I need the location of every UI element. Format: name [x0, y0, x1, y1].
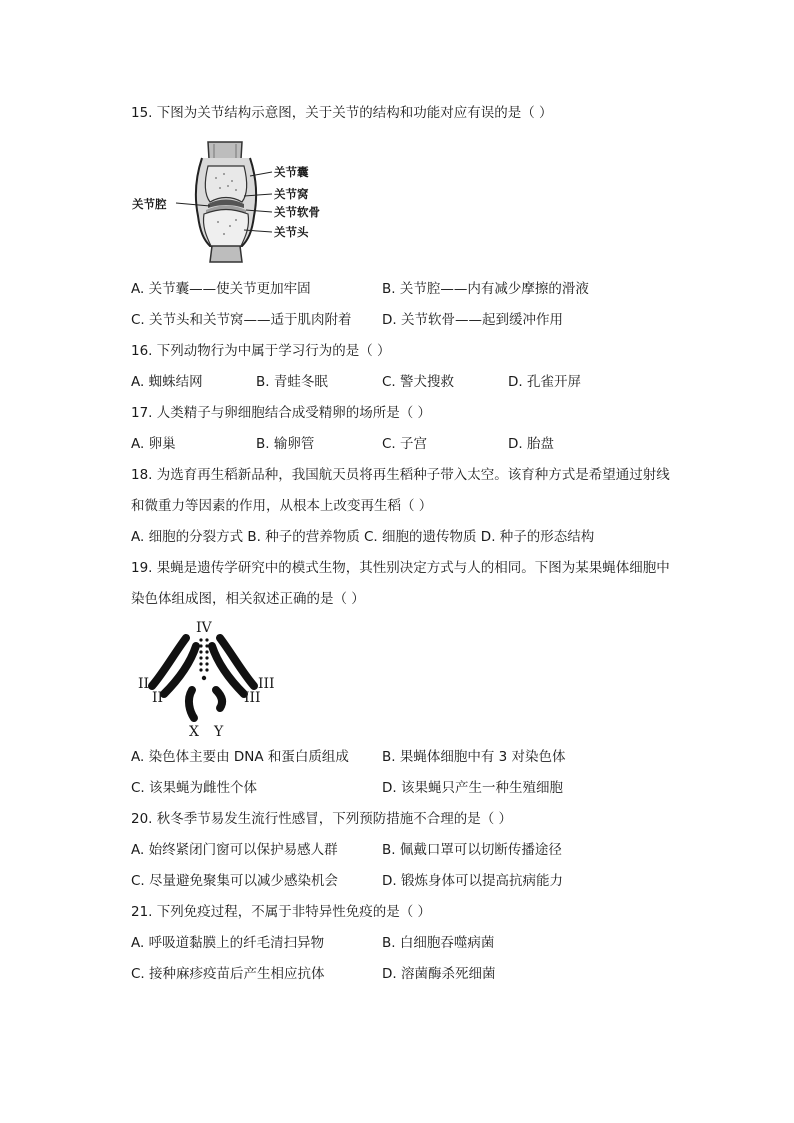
- q17-option-a: A. 卵巢: [131, 436, 176, 452]
- q19-stem-line2: 染色体组成图，相关叙述正确的是（ ）: [131, 591, 365, 607]
- q18-stem-line1: 18. 为选育再生稻新品种，我国航天员将再生稻种子带入太空。该育种方式是希望通过射线: [131, 467, 670, 483]
- label-cartilage: 关节软骨: [274, 205, 320, 219]
- label-ii-outer: II: [138, 676, 150, 692]
- label-ii-inner: II: [152, 690, 164, 706]
- label-iv: IV: [196, 620, 212, 636]
- q20-option-b: B. 佩戴口罩可以切断传播途径: [382, 842, 562, 858]
- q17-option-b: B. 输卵管: [256, 436, 315, 452]
- label-iii-outer: III: [258, 676, 275, 692]
- q19-option-c: C. 该果蝇为雌性个体: [131, 780, 258, 796]
- q19-stem-line1: 19. 果蝇是遗传学研究中的模式生物，其性别决定方式与人的相同。下图为某果蝇体细胞中: [131, 560, 670, 576]
- q15-option-c: C. 关节头和关节窝——适于肌肉附着: [131, 312, 352, 328]
- q17-option-c: C. 子宫: [382, 436, 428, 452]
- q16-stem: 16. 下列动物行为中属于学习行为的是（ ）: [131, 343, 391, 359]
- q20-option-c: C. 尽量避免聚集可以减少感染机会: [131, 873, 339, 889]
- q20-option-a: A. 始终紧闭门窗可以保护易感人群: [131, 842, 338, 858]
- q15-option-b: B. 关节腔——内有减少摩擦的滑液: [382, 281, 589, 297]
- label-iii-inner: III: [244, 690, 261, 706]
- q15-option-a: A. 关节囊——使关节更加牢固: [131, 281, 311, 297]
- label-y: Y: [214, 724, 224, 740]
- q21-option-d: D. 溶菌酶杀死细菌: [382, 966, 496, 982]
- label-x: X: [189, 724, 199, 740]
- q16-option-a: A. 蜘蛛结网: [131, 374, 203, 390]
- q17-option-d: D. 胎盘: [508, 436, 554, 452]
- q20-stem: 20. 秋冬季节易发生流行性感冒，下列预防措施不合理的是（ ）: [131, 811, 513, 827]
- label-capsule: 关节囊: [274, 165, 309, 179]
- q19-option-b: B. 果蝇体细胞中有 3 对染色体: [382, 749, 566, 765]
- q16-option-c: C. 警犬搜救: [382, 374, 455, 390]
- label-cavity: 关节腔: [132, 197, 167, 211]
- q21-option-b: B. 白细胞吞噬病菌: [382, 935, 495, 951]
- q21-option-c: C. 接种麻疹疫苗后产生相应抗体: [131, 966, 325, 982]
- q19-option-a: A. 染色体主要由 DNA 和蛋白质组成: [131, 749, 349, 765]
- q16-option-d: D. 孔雀开屏: [508, 374, 581, 390]
- q19-option-d: D. 该果蝇只产生一种生殖细胞: [382, 780, 563, 796]
- q18-options: A. 细胞的分裂方式 B. 种子的营养物质 C. 细胞的遗传物质 D. 种子的形态结构: [131, 529, 595, 545]
- q15-option-d: D. 关节软骨——起到缓冲作用: [382, 312, 563, 328]
- q20-option-d: D. 锻炼身体可以提高抗病能力: [382, 873, 563, 889]
- q16-option-b: B. 青蛙冬眠: [256, 374, 328, 390]
- q21-option-a: A. 呼吸道黏膜上的纤毛清扫异物: [131, 935, 325, 951]
- chromosome-figure: [134, 616, 284, 740]
- q15-stem: 15. 下图为关节结构示意图，关于关节的结构和功能对应有误的是（ ）: [131, 105, 553, 121]
- q18-stem-line2: 和微重力等因素的作用，从根本上改变再生稻（ ）: [131, 498, 433, 514]
- joint-structure-figure: [130, 136, 340, 266]
- q21-stem: 21. 下列免疫过程，不属于非特异性免疫的是（ ）: [131, 904, 432, 920]
- label-head: 关节头: [274, 225, 309, 239]
- label-socket: 关节窝: [274, 187, 309, 201]
- q17-stem: 17. 人类精子与卵细胞结合成受精卵的场所是（ ）: [131, 405, 432, 421]
